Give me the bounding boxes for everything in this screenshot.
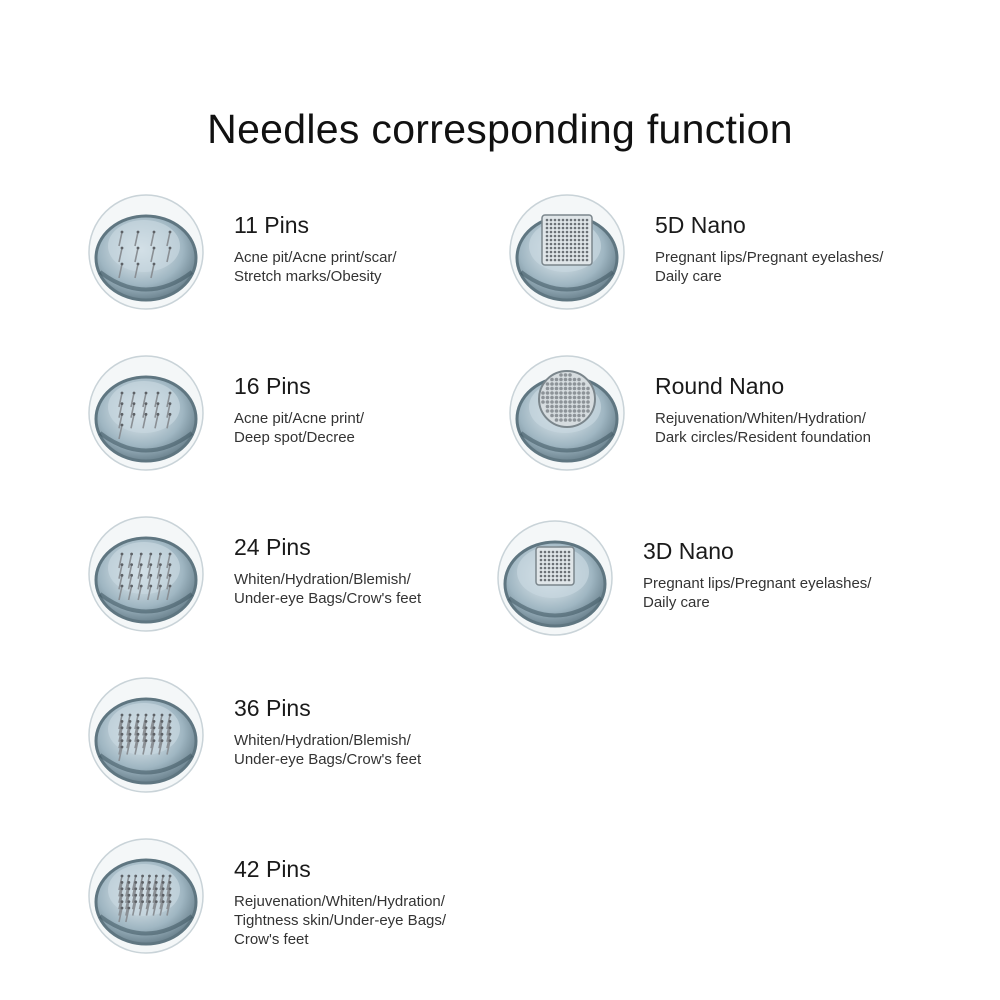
needle-name: 5D Nano [655,212,746,238]
needle-name: Round Nano [655,373,785,399]
needle-name: 16 Pins [234,373,311,399]
cartridge-36-pins-icon [86,675,206,795]
needle-name: 24 Pins [234,534,311,560]
needle-name: 36 Pins [234,695,311,721]
needle-item-round-nano [507,353,947,483]
needle-item-42-pins [86,836,526,966]
cartridge-16-pins-icon [86,353,206,473]
needle-function: Whiten/Hydration/Blemish/ Under-eye Bags/Crow's feet [234,732,422,768]
cartridge-5d-nano-icon [507,192,627,312]
cartridge-3d-nano-icon [495,518,615,638]
page-title: Needles corresponding function [207,106,793,152]
needle-function: Whiten/Hydration/Blemish/ Under-eye Bags/Crow's feet [234,571,422,607]
needle-function: Rejuvenation/Whiten/Hydration/ Dark circles/Resident foundation [655,410,871,446]
needle-name: 3D Nano [643,538,734,564]
needle-function: Acne pit/Acne print/scar/ Stretch marks/Obesity [234,249,397,285]
cartridge-42-pins-icon [86,836,206,956]
needle-function: Pregnant lips/Pregnant eyelashes/ Daily care [643,575,872,611]
needle-item-11-pins [86,192,526,322]
needle-function: Pregnant lips/Pregnant eyelashes/ Daily care [655,249,884,285]
needle-item-5d-nano [507,192,947,322]
needle-name: 42 Pins [234,856,311,882]
needle-item-36-pins [86,675,526,805]
cartridge-24-pins-icon [86,514,206,634]
needle-function: Acne pit/Acne print/ Deep spot/Decree [234,410,365,446]
needle-function: Rejuvenation/Whiten/Hydration/ Tightness skin/Under-eye Bags/ Crow's feet [234,893,447,948]
needle-item-3d-nano [495,518,935,648]
needle-item-24-pins [86,514,526,644]
needle-item-16-pins [86,353,526,483]
needle-name: 11 Pins [234,212,310,238]
cartridge-round-nano-icon [507,353,627,473]
cartridge-11-pins-icon [86,192,206,312]
